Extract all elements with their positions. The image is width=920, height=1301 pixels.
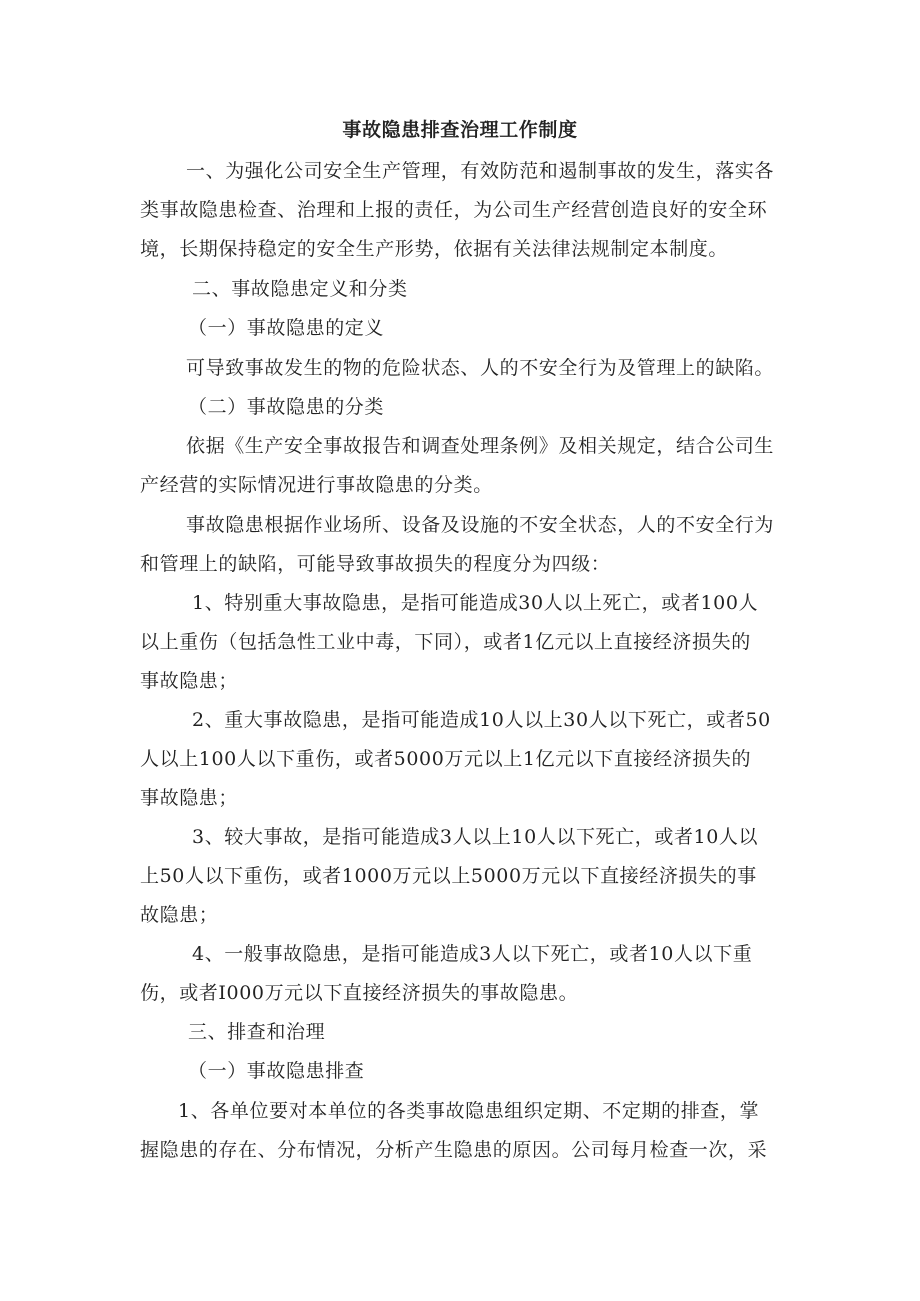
document-title: 事故隐患排查治理工作制度 [342, 119, 578, 141]
subsection-heading: （一）事故隐患排查 [188, 1060, 365, 1082]
list-item-line: 人以上100人以下重伤，或者5000万元以上1亿元以下直接经济损失的 [140, 748, 752, 770]
paragraph-line: 依据《生产安全事故报告和调查处理条例》及相关规定，结合公司生 [186, 435, 775, 457]
list-item-line: 2、重大事故隐患，是指可能造成10人以上30人以下死亡，或者50 [192, 709, 771, 731]
list-item-line: 以上重伤（包括急性工业中毒，下同），或者1亿元以上直接经济损失的 [140, 631, 751, 653]
subsection-heading: （二）事故隐患的分类 [188, 396, 385, 418]
paragraph-line: 1、各单位要对本单位的各类事故隐患组织定期、不定期的排查，掌 [178, 1100, 760, 1122]
list-item-line: 4、一般事故隐患，是指可能造成3人以下死亡，或者10人以下重 [192, 943, 753, 965]
paragraph-line: 境，长期保持稳定的安全生产形势，依据有关法律法规制定本制度。 [140, 238, 729, 260]
section-heading: 三、排查和治理 [188, 1021, 326, 1043]
subsection-heading: （一）事故隐患的定义 [188, 317, 385, 339]
list-item-line: 事故隐患； [140, 787, 239, 809]
list-item-line: 事故隐患； [140, 670, 239, 692]
list-item-line: 3、较大事故，是指可能造成3人以上10人以下死亡，或者10人以 [192, 826, 759, 848]
paragraph-line: 握隐患的存在、分布情况，分析产生隐患的原因。公司每月检查一次，采 [140, 1139, 768, 1161]
paragraph-line: 事故隐患根据作业场所、设备及设施的不安全状态，人的不安全行为 [186, 514, 775, 536]
list-item-line: 伤，或者I000万元以下直接经济损失的事故隐患。 [140, 982, 579, 1004]
paragraph-line: 可导致事故发生的物的危险状态、人的不安全行为及管理上的缺陷。 [186, 357, 775, 379]
section-heading: 二、事故隐患定义和分类 [192, 278, 408, 300]
paragraph-line: 类事故隐患检查、治理和上报的责任，为公司生产经营创造良好的安全环 [140, 199, 768, 221]
list-item-line: 1、特别重大事故隐患，是指可能造成30人以上死亡，或者100人 [192, 592, 759, 614]
paragraph-line: 一、为强化公司安全生产管理，有效防范和遏制事故的发生，落实各 [186, 160, 775, 182]
list-item-line: 故隐患； [140, 904, 219, 926]
paragraph-line: 和管理上的缺陷，可能导致事故损失的程度分为四级： [140, 553, 611, 575]
paragraph-line: 产经营的实际情况进行事故隐患的分类。 [140, 474, 493, 496]
list-item-line: 上50人以下重伤，或者1000万元以上5000万元以下直接经济损失的事 [140, 865, 757, 887]
